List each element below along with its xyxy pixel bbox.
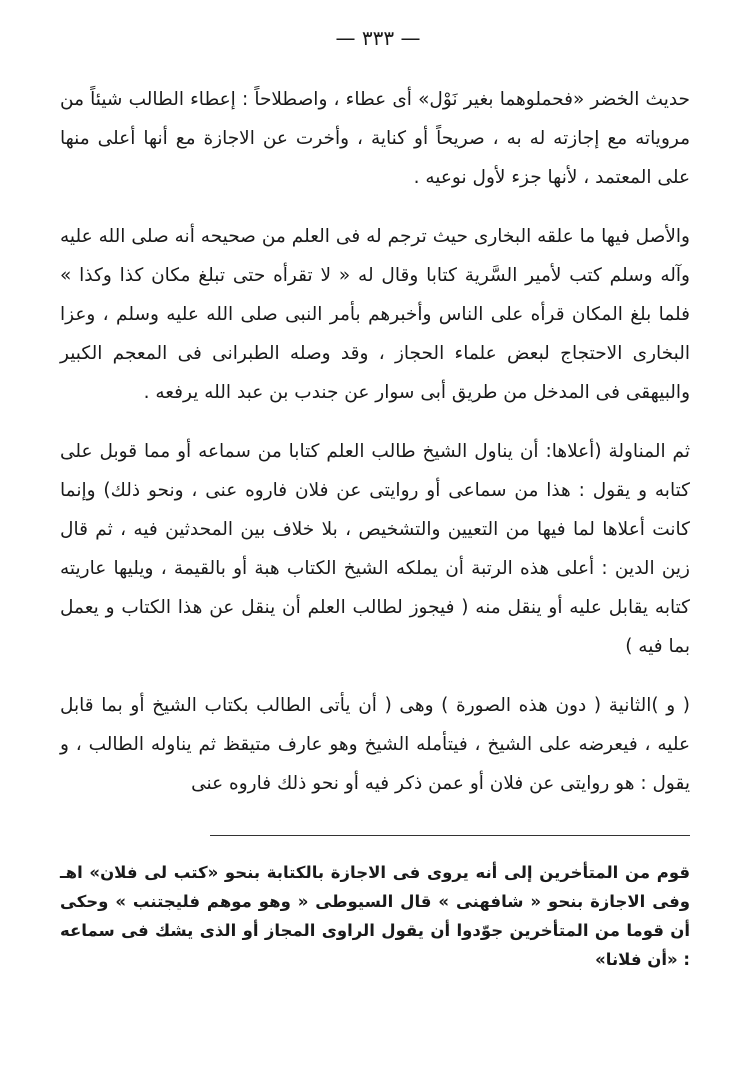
footnote-divider bbox=[210, 835, 690, 836]
page-number: — ٣٣٣ — bbox=[335, 26, 421, 50]
paragraph-ijaza-definition: حديث الخضر «فحملوهما بغير نَوْل» أى عطاء ، واصطلاحاً : إعطاء الطالب شيئاً من مروياته مع إجازته له به ، صريحاً أو كناية ، وأخرت عن الاجازة مع أنها أعلى منها على المعتمد ، لأنها جزء لأول نوعيه . bbox=[60, 89, 690, 188]
main-text bbox=[60, 80, 690, 803]
footnote-text: قوم من المتأخرين إلى أنه يروى فى الاجازة بالكتابة بنحو «كتب لى فلان» اهـ وفى الاجازة بنحو « شافهنى » قال السيوطى « وهو موهم فليجتنب » وحكى أن قوما من المتأخرين جوّدوا أن يقول الراوى المجاز أو الذى يشك فى سماعه : «أن فلانا» bbox=[60, 863, 690, 969]
footnotes bbox=[60, 858, 690, 974]
paragraph-bukhari-origin: والأصل فيها ما علقه البخارى حيث ترجم له فى العلم من صحيحه أنه صلى الله عليه وآله وسلم كتب لأمير السَّرية كتابا وقال له « لا تقرأه حتى تبلغ مكان كذا وكذا » فلما بلغ المكان قرأه على الناس وأخبرهم بأمر النبى صلى الله عليه وسلم ، وعزا البخارى الاحتجاج لبعض علماء الحجاز ، وقد وصله الطبرانى فى المعجم الكبير والبيهقى فى المدخل من طريق أبى سوار عن جندب بن عبد الله يرفعه . bbox=[60, 226, 690, 403]
paragraph-munawala-highest: ثم المناولة (أعلاها: أن يناول الشيخ طالب العلم كتابا من سماعه أو مما قوبل على كتابه و يقول : هذا من سماعى أو روايتى عن فلان فاروه عنى ، ونحو ذلك) وإنما كانت أعلاها لما فيها من التعيين والتشخيص ، بلا خلاف بين المحدثين فيه ، ثم قال زين الدين : أعلى هذه الرتبة أن يملكه الشيخ الكتاب هبة أو بالقيمة ، ويليها عاريته كتابه يقابل عليه أو ينقل منه ( فيجوز لطالب العلم أن ينقل عن هذا الكتاب و يعمل بما فيه ) bbox=[60, 441, 690, 657]
paragraph-munawala-second: ( و )الثانية ( دون هذه الصورة ) وهى ( أن يأتى الطالب بكتاب الشيخ أو بما قابل عليه ، فيعرضه على الشيخ ، فيتأمله الشيخ وهو عارف متيقظ ثم يناوله الطالب ، و يقول : هو روايتى عن فلان أو عمن ذكر فيه أو نحو ذلك فاروه عنى bbox=[60, 695, 690, 794]
